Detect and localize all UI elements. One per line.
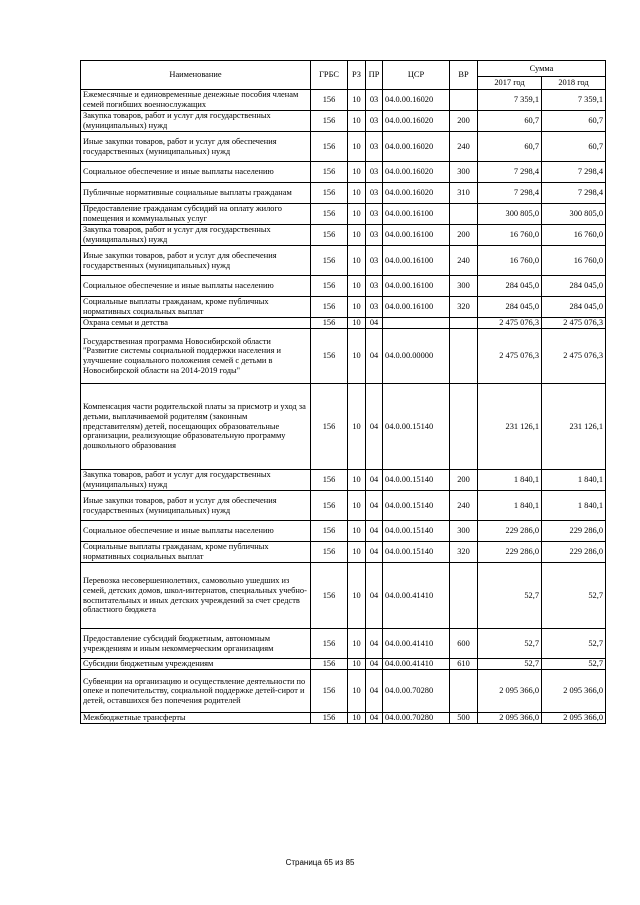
row-grbs: 156 (311, 225, 348, 246)
row-pr: 03 (366, 246, 383, 276)
page-number: Страница 65 из 85 (285, 858, 355, 867)
row-csr: 04.0.00.15140 (383, 542, 450, 563)
row-rz: 10 (348, 470, 366, 491)
row-sum-2018: 16 760,0 (542, 225, 606, 246)
row-pr: 04 (366, 491, 383, 521)
row-grbs: 156 (311, 246, 348, 276)
row-name: Предоставление гражданам субсидий на оплату жилого помещения и коммунальных услуг (81, 204, 311, 225)
table-row (81, 90, 606, 111)
row-sum-2018: 2 095 366,0 (542, 713, 606, 724)
row-name: Закупка товаров, работ и услуг для государственных (муниципальных) нужд (81, 111, 311, 132)
row-csr: 04.0.00.15140 (383, 384, 450, 470)
table-row (81, 384, 606, 470)
budget-table (80, 60, 606, 724)
row-grbs: 156 (311, 90, 348, 111)
row-rz: 10 (348, 297, 366, 318)
row-csr: 04.0.00.16020 (383, 90, 450, 111)
row-rz: 10 (348, 111, 366, 132)
table-row (81, 162, 606, 183)
row-name: Государственная программа Новосибирской области "Развитие системы социальной поддержки населения и улучшение социального положения семей с детьми в Новосибирской области на 2014-2019 годы" (81, 329, 311, 384)
row-sum-2018: 229 286,0 (542, 521, 606, 542)
row-rz: 10 (348, 563, 366, 629)
row-grbs: 156 (311, 629, 348, 659)
row-name: Ежемесячные и единовременные денежные пособия членам семей погибших военнослужащих (81, 90, 311, 111)
header-year-2017: 2017 год (478, 77, 542, 90)
table-row (81, 563, 606, 629)
table-row (81, 329, 606, 384)
row-name: Межбюджетные трансферты (81, 713, 311, 724)
row-csr: 04.0.00.00000 (383, 329, 450, 384)
header-csr: ЦСР (383, 61, 450, 90)
table-row (81, 246, 606, 276)
table-row (81, 491, 606, 521)
row-sum-2018: 2 475 076,3 (542, 318, 606, 329)
row-name: Социальные выплаты гражданам, кроме публичных нормативных социальных выплат (81, 542, 311, 563)
row-grbs: 156 (311, 470, 348, 491)
row-pr: 03 (366, 132, 383, 162)
table-row (81, 276, 606, 297)
table-row (81, 713, 606, 724)
row-name: Субсидии бюджетным учреждениям (81, 659, 311, 670)
row-sum-2018: 7 298,4 (542, 183, 606, 204)
row-grbs: 156 (311, 111, 348, 132)
row-csr: 04.0.00.16100 (383, 246, 450, 276)
row-vr: 240 (450, 246, 478, 276)
row-csr: 04.0.00.41410 (383, 563, 450, 629)
row-rz: 10 (348, 521, 366, 542)
table-row (81, 542, 606, 563)
row-rz: 10 (348, 246, 366, 276)
row-sum-2017: 7 298,4 (478, 183, 542, 204)
row-sum-2017: 300 805,0 (478, 204, 542, 225)
row-pr: 04 (366, 329, 383, 384)
row-grbs: 156 (311, 384, 348, 470)
row-sum-2017: 2 475 076,3 (478, 329, 542, 384)
row-sum-2018: 2 095 366,0 (542, 670, 606, 713)
row-csr (383, 318, 450, 329)
row-name: Субвенции на организацию и осуществление деятельности по опеке и попечительству, социальной поддержке детей-сирот и детей, оставшихся без попечения родителей (81, 670, 311, 713)
row-vr: 610 (450, 659, 478, 670)
row-pr: 03 (366, 276, 383, 297)
table-row (81, 225, 606, 246)
row-name: Компенсация части родительской платы за присмотр и уход за детьми, выплачиваемой родителям (законным представителям) детей, посещающих образовательные организации, реализующие образовательную программу дошкольного образования (81, 384, 311, 470)
row-sum-2017: 2 095 366,0 (478, 670, 542, 713)
row-pr: 04 (366, 563, 383, 629)
row-vr: 240 (450, 491, 478, 521)
row-name: Социальное обеспечение и иные выплаты населению (81, 521, 311, 542)
row-rz: 10 (348, 329, 366, 384)
row-vr: 300 (450, 276, 478, 297)
table-row (81, 670, 606, 713)
row-vr (450, 329, 478, 384)
row-rz: 10 (348, 542, 366, 563)
row-sum-2017: 52,7 (478, 563, 542, 629)
row-sum-2018: 1 840,1 (542, 491, 606, 521)
table-row (81, 470, 606, 491)
row-sum-2018: 284 045,0 (542, 297, 606, 318)
row-pr: 04 (366, 670, 383, 713)
row-name: Предоставление субсидий бюджетным, автономным учреждениям и иным некоммерческим организациям (81, 629, 311, 659)
row-name: Социальное обеспечение и иные выплаты населению (81, 276, 311, 297)
row-pr: 04 (366, 659, 383, 670)
row-vr (450, 670, 478, 713)
row-grbs: 156 (311, 276, 348, 297)
row-sum-2017: 7 298,4 (478, 162, 542, 183)
table-row (81, 183, 606, 204)
header-year-2018: 2018 год (542, 77, 606, 90)
row-pr: 03 (366, 183, 383, 204)
row-rz: 10 (348, 384, 366, 470)
row-sum-2017: 229 286,0 (478, 521, 542, 542)
row-vr: 320 (450, 542, 478, 563)
row-pr: 04 (366, 318, 383, 329)
row-name: Перевозка несовершеннолетних, самовольно ушедших из семей, детских домов, школ-интернатов, специальных учебно-воспитательных и иных детских учреждений за счет средств областного бюджета (81, 563, 311, 629)
row-vr: 240 (450, 132, 478, 162)
row-grbs: 156 (311, 132, 348, 162)
row-pr: 04 (366, 629, 383, 659)
row-rz: 10 (348, 318, 366, 329)
row-csr: 04.0.00.15140 (383, 491, 450, 521)
row-grbs: 156 (311, 659, 348, 670)
row-rz: 10 (348, 491, 366, 521)
row-vr (450, 204, 478, 225)
table-row (81, 521, 606, 542)
row-name: Социальные выплаты гражданам, кроме публичных нормативных социальных выплат (81, 297, 311, 318)
row-name: Закупка товаров, работ и услуг для государственных (муниципальных) нужд (81, 470, 311, 491)
row-pr: 04 (366, 384, 383, 470)
table-row (81, 659, 606, 670)
row-sum-2018: 52,7 (542, 563, 606, 629)
table-row (81, 297, 606, 318)
row-csr: 04.0.00.16020 (383, 183, 450, 204)
row-rz: 10 (348, 183, 366, 204)
row-pr: 04 (366, 542, 383, 563)
row-vr (450, 318, 478, 329)
header-grbs: ГРБС (311, 61, 348, 90)
header-name: Наименование (81, 61, 311, 90)
row-pr: 04 (366, 713, 383, 724)
row-pr: 04 (366, 521, 383, 542)
row-rz: 10 (348, 204, 366, 225)
row-grbs: 156 (311, 204, 348, 225)
row-csr: 04.0.00.70280 (383, 713, 450, 724)
row-sum-2018: 300 805,0 (542, 204, 606, 225)
row-sum-2017: 229 286,0 (478, 542, 542, 563)
row-pr: 03 (366, 162, 383, 183)
table-body (81, 90, 606, 724)
row-csr: 04.0.00.16100 (383, 204, 450, 225)
row-pr: 03 (366, 90, 383, 111)
row-grbs: 156 (311, 183, 348, 204)
row-vr (450, 563, 478, 629)
row-vr: 320 (450, 297, 478, 318)
row-sum-2017: 52,7 (478, 659, 542, 670)
row-rz: 10 (348, 659, 366, 670)
row-vr: 600 (450, 629, 478, 659)
row-pr: 03 (366, 111, 383, 132)
row-grbs: 156 (311, 542, 348, 563)
row-sum-2018: 60,7 (542, 132, 606, 162)
row-name: Иные закупки товаров, работ и услуг для обеспечения государственных (муниципальных) нужд (81, 132, 311, 162)
row-sum-2017: 16 760,0 (478, 246, 542, 276)
row-grbs: 156 (311, 563, 348, 629)
row-csr: 04.0.00.16100 (383, 276, 450, 297)
table-row (81, 629, 606, 659)
row-rz: 10 (348, 132, 366, 162)
row-vr: 300 (450, 521, 478, 542)
row-csr: 04.0.00.16020 (383, 132, 450, 162)
row-vr: 200 (450, 111, 478, 132)
row-sum-2017: 60,7 (478, 132, 542, 162)
row-sum-2017: 284 045,0 (478, 276, 542, 297)
row-vr: 200 (450, 470, 478, 491)
row-pr: 03 (366, 225, 383, 246)
row-rz: 10 (348, 225, 366, 246)
row-csr: 04.0.00.16020 (383, 162, 450, 183)
row-sum-2017: 2 095 366,0 (478, 713, 542, 724)
row-sum-2018: 284 045,0 (542, 276, 606, 297)
row-sum-2018: 1 840,1 (542, 470, 606, 491)
table-row (81, 318, 606, 329)
row-sum-2018: 16 760,0 (542, 246, 606, 276)
row-grbs: 156 (311, 318, 348, 329)
header-sum: Сумма (478, 61, 606, 77)
row-name: Социальное обеспечение и иные выплаты населению (81, 162, 311, 183)
row-vr (450, 384, 478, 470)
row-grbs: 156 (311, 297, 348, 318)
row-rz: 10 (348, 276, 366, 297)
row-sum-2017: 52,7 (478, 629, 542, 659)
row-sum-2017: 60,7 (478, 111, 542, 132)
row-sum-2018: 231 126,1 (542, 384, 606, 470)
row-grbs: 156 (311, 162, 348, 183)
row-sum-2017: 7 359,1 (478, 90, 542, 111)
row-vr: 500 (450, 713, 478, 724)
row-pr: 03 (366, 297, 383, 318)
row-csr: 04.0.00.70280 (383, 670, 450, 713)
row-sum-2017: 16 760,0 (478, 225, 542, 246)
row-rz: 10 (348, 713, 366, 724)
row-csr: 04.0.00.15140 (383, 470, 450, 491)
row-name: Охрана семьи и детства (81, 318, 311, 329)
row-grbs: 156 (311, 713, 348, 724)
row-sum-2017: 284 045,0 (478, 297, 542, 318)
row-sum-2018: 52,7 (542, 659, 606, 670)
row-sum-2017: 2 475 076,3 (478, 318, 542, 329)
row-sum-2017: 231 126,1 (478, 384, 542, 470)
row-csr: 04.0.00.16100 (383, 225, 450, 246)
row-rz: 10 (348, 90, 366, 111)
row-vr: 310 (450, 183, 478, 204)
row-grbs: 156 (311, 521, 348, 542)
row-vr (450, 90, 478, 111)
row-pr: 04 (366, 470, 383, 491)
table-row (81, 132, 606, 162)
table-row (81, 204, 606, 225)
header-pr: ПР (366, 61, 383, 90)
row-pr: 03 (366, 204, 383, 225)
row-csr: 04.0.00.16100 (383, 297, 450, 318)
row-csr: 04.0.00.41410 (383, 629, 450, 659)
row-sum-2018: 2 475 076,3 (542, 329, 606, 384)
row-rz: 10 (348, 670, 366, 713)
row-grbs: 156 (311, 670, 348, 713)
row-name: Иные закупки товаров, работ и услуг для обеспечения государственных (муниципальных) нужд (81, 246, 311, 276)
row-sum-2018: 7 359,1 (542, 90, 606, 111)
row-sum-2018: 7 298,4 (542, 162, 606, 183)
table-row (81, 111, 606, 132)
row-rz: 10 (348, 162, 366, 183)
row-vr: 300 (450, 162, 478, 183)
row-sum-2018: 52,7 (542, 629, 606, 659)
row-rz: 10 (348, 629, 366, 659)
row-name: Закупка товаров, работ и услуг для государственных (муниципальных) нужд (81, 225, 311, 246)
header-rz: РЗ (348, 61, 366, 90)
row-name: Иные закупки товаров, работ и услуг для обеспечения государственных (муниципальных) нужд (81, 491, 311, 521)
row-sum-2018: 60,7 (542, 111, 606, 132)
row-vr: 200 (450, 225, 478, 246)
row-csr: 04.0.00.15140 (383, 521, 450, 542)
row-name: Публичные нормативные социальные выплаты гражданам (81, 183, 311, 204)
row-sum-2018: 229 286,0 (542, 542, 606, 563)
row-sum-2017: 1 840,1 (478, 470, 542, 491)
row-grbs: 156 (311, 329, 348, 384)
row-grbs: 156 (311, 491, 348, 521)
row-csr: 04.0.00.16020 (383, 111, 450, 132)
table-header (81, 61, 606, 90)
header-vr: ВР (450, 61, 478, 90)
row-sum-2017: 1 840,1 (478, 491, 542, 521)
row-csr: 04.0.00.41410 (383, 659, 450, 670)
